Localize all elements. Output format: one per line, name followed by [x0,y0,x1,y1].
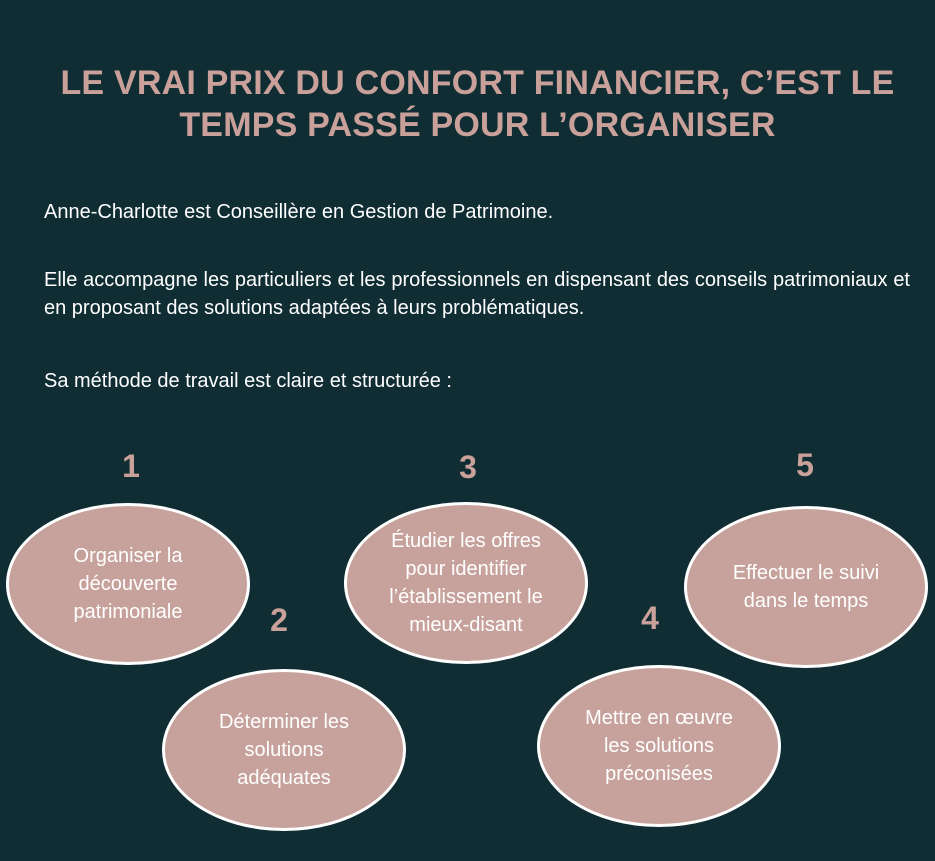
step-3-label: Étudier les offres pour identifier l’établissement le mieux-disant [389,530,543,636]
step-3-number: 3 [459,449,477,485]
step-4-number: 4 [641,600,659,636]
step-5-label: Effectuer le suivi dans le temps [732,562,880,612]
page-title: LE VRAI PRIX DU CONFORT FINANCIER, C’EST LE TEMPS PASSÉ POUR L’ORGANISER [60,64,895,144]
step-4-ellipse [537,665,781,827]
step-5-ellipse [684,506,928,668]
step-2-label: Déterminer les solutions adéquates [218,711,350,789]
step-2-number: 2 [270,602,288,638]
step-1-ellipse [6,503,250,665]
step-1-label: Organiser la découverte patrimoniale [73,545,183,623]
step-5-number: 5 [796,447,814,483]
step-3-ellipse [344,502,588,664]
step-4-label: Mettre en œuvre les solutions préconisées [585,707,733,785]
step-1-number: 1 [122,448,140,484]
intro-paragraph-1: Anne-Charlotte est Conseillère en Gestion de Patrimoine. [44,201,554,223]
intro-paragraph-3: Sa méthode de travail est claire et structurée : [44,370,452,392]
step-2-ellipse [162,669,406,831]
intro-paragraph-2: Elle accompagne les particuliers et les professionnels en dispensant des conseils patrimoniaux et en proposant des solutions adaptées à leurs problématiques. [44,269,910,319]
